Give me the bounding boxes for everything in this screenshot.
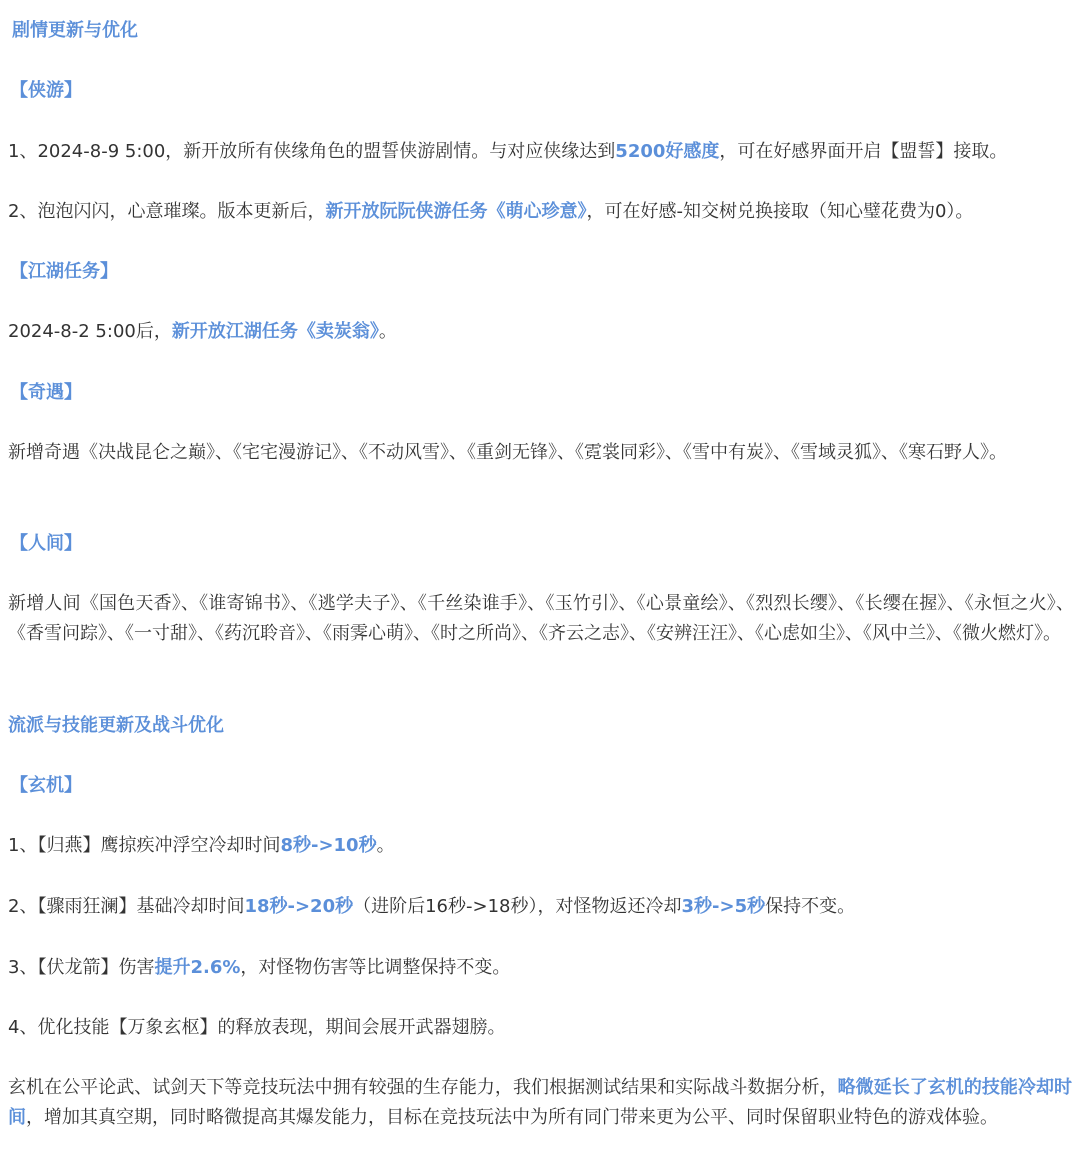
heading-xuanji: 【玄机】 xyxy=(10,775,82,796)
text-segment: 2、【骤雨狂澜】基础冷却时间 xyxy=(8,896,245,917)
text-segment: 1、2024-8-9 5:00，新开放所有侠缘角色的盟誓侠游剧情。与对应侠缘达到 xyxy=(8,141,616,162)
highlight-text: 8秒->10秒 xyxy=(280,835,377,856)
text-segment: ，可在好感-知交树兑换接取（知心璧花费为0）。 xyxy=(586,201,974,222)
text-segment: ，对怪物伤害等比调整保持不变。 xyxy=(240,957,511,978)
highlight-text: 略微延长了玄机的技能冷却时间 xyxy=(8,1077,1073,1128)
text-segment: 3、【伏龙箭】伤害 xyxy=(8,957,155,978)
heading-qiyu: 【奇遇】 xyxy=(10,382,82,403)
xuanji-item-2 xyxy=(8,892,1074,922)
heading-xiayou: 【侠游】 xyxy=(10,80,82,101)
highlight-text: 18秒->20秒 xyxy=(244,896,354,917)
heading-renjian: 【人间】 xyxy=(10,533,82,554)
highlight-text: 5200好感度 xyxy=(615,141,720,162)
text-segment: 4、优化技能【万象玄枢】的释放表现，期间会展开武器翅膀。 xyxy=(8,1017,506,1038)
qiyu-text: 新增奇遇《决战昆仑之巅》、《宅宅漫游记》、《不动风雪》、《重剑无锋》、《霓裳同彩》、《雪中有炭》、《雪域灵狐》、《寒石野人》。 xyxy=(8,442,1007,463)
xuanji-item-3 xyxy=(8,953,1074,983)
text-segment: 。 xyxy=(376,835,395,856)
section-title-story: 剧情更新与优化 xyxy=(12,20,138,41)
xuanji-item-1 xyxy=(8,831,1074,861)
renjian-text: 新增人间《国色天香》、《谁寄锦书》、《逃学夫子》、《千丝染谁手》、《玉竹引》、《心景童绘》、《烈烈长缨》、《长缨在握》、《永恒之火》、《香雪问踪》、《一寸甜》、《药沉聆音》、《雨霁心萌》、《时之所尚》、《齐云之志》、《安辨汪汪》、《心虑如尘》、《风中兰》、《微火燃灯》。 xyxy=(8,593,1074,644)
highlight-text: 提升2.6% xyxy=(154,957,241,978)
jianghu-item xyxy=(8,317,1074,347)
highlight-text: 3秒->5秒 xyxy=(681,896,766,917)
xuanji-item-4 xyxy=(8,1013,1074,1043)
text-segment: 保持不变。 xyxy=(765,896,856,917)
xiayou-item-1 xyxy=(8,137,1074,167)
highlight-text: 新开放江湖任务《卖炭翁》 xyxy=(171,321,379,342)
text-segment: 2、泡泡闪闪，心意璀璨。版本更新后， xyxy=(8,201,326,222)
text-segment: 玄机在公平论武、试剑天下等竞技玩法中拥有较强的生存能力，我们根据测试结果和实际战斗数据分析， xyxy=(8,1077,838,1098)
xiayou-item-2 xyxy=(8,197,1074,227)
text-segment: 2024-8-2 5:00后， xyxy=(8,321,172,342)
xuanji-summary xyxy=(8,1073,1072,1133)
text-segment: 。 xyxy=(378,321,397,342)
text-segment: 1、【归燕】鹰掠疾冲浮空冷却时间 xyxy=(8,835,281,856)
text-segment: ，可在好感界面开启【盟誓】接取。 xyxy=(719,141,1008,162)
highlight-text: 新开放阮阮侠游任务《萌心珍意》 xyxy=(325,201,587,222)
text-segment: ，增加其真空期，同时略微提高其爆发能力，目标在竞技玩法中为所有同门带来更为公平、同时保留职业特色的游戏体验。 xyxy=(26,1107,998,1128)
text-segment: （进阶后16秒->18秒），对怪物返还冷却 xyxy=(353,896,682,917)
section-title-skills: 流派与技能更新及战斗优化 xyxy=(8,715,224,736)
heading-jianghu: 【江湖任务】 xyxy=(10,261,118,282)
